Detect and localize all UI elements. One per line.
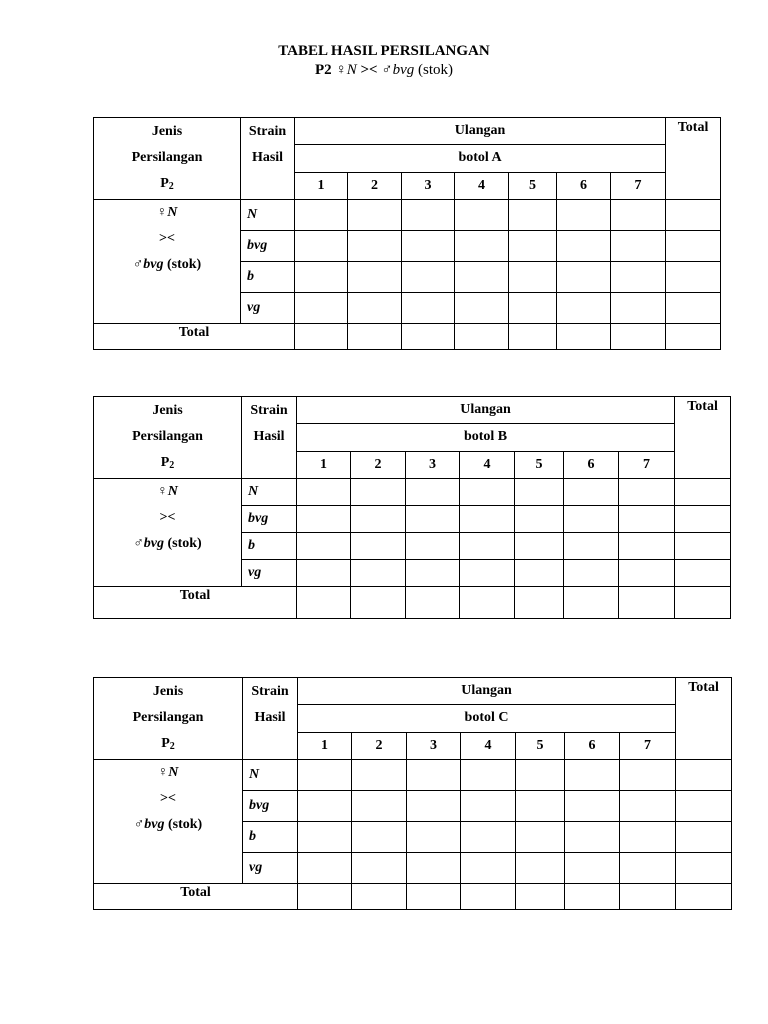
- data-cell[interactable]: [619, 506, 675, 533]
- data-cell[interactable]: [298, 760, 352, 791]
- replicate-number: 7: [611, 172, 666, 199]
- strain-cell: N: [243, 760, 298, 791]
- total-cell[interactable]: [676, 791, 732, 822]
- total-cell[interactable]: [676, 760, 732, 791]
- total-row-label: Total: [94, 884, 298, 910]
- data-cell[interactable]: [455, 200, 509, 231]
- jenis-label: Jenis: [151, 124, 183, 139]
- strain-cell: N: [241, 200, 295, 231]
- data-cell[interactable]: [402, 231, 455, 262]
- replicate-number: 2: [348, 172, 402, 199]
- strain-cell: N: [242, 479, 297, 506]
- strain-label: Strain: [250, 403, 288, 418]
- replicate-number: 5: [516, 732, 565, 759]
- data-cell[interactable]: [564, 533, 619, 560]
- replicate-number: 3: [406, 451, 460, 478]
- total-row-label: Total: [94, 587, 297, 619]
- data-cell[interactable]: [515, 587, 564, 619]
- data-cell[interactable]: [351, 587, 406, 619]
- strain-cell: b: [243, 822, 298, 853]
- data-cell[interactable]: [565, 884, 620, 910]
- data-cell[interactable]: [516, 853, 565, 884]
- cross-symbol: ><: [160, 791, 176, 806]
- total-cell[interactable]: [676, 853, 732, 884]
- data-cell[interactable]: [565, 760, 620, 791]
- data-cell[interactable]: [406, 560, 460, 587]
- data-cell[interactable]: [611, 324, 666, 350]
- strain-cell: bvg: [241, 231, 295, 262]
- data-cell[interactable]: [298, 822, 352, 853]
- data-cell[interactable]: [565, 822, 620, 853]
- data-cell[interactable]: [620, 822, 676, 853]
- data-cell[interactable]: [460, 587, 515, 619]
- persilangan-label: Persilangan: [132, 710, 204, 725]
- strain-hasil-header: [242, 397, 297, 479]
- data-cell[interactable]: [611, 200, 666, 231]
- cross-female: ♀N: [157, 484, 178, 499]
- replicate-number: 6: [564, 451, 619, 478]
- data-cell[interactable]: [515, 506, 564, 533]
- cross-description: [94, 760, 243, 884]
- data-cell[interactable]: [619, 587, 675, 619]
- jenis-label: Jenis: [152, 684, 184, 699]
- data-cell[interactable]: [460, 479, 515, 506]
- data-cell[interactable]: [461, 853, 516, 884]
- data-cell[interactable]: [297, 479, 351, 506]
- document-header: [0, 42, 768, 79]
- total-column-header: Total: [676, 678, 732, 760]
- data-cell[interactable]: [295, 324, 348, 350]
- replicate-number: 3: [407, 732, 461, 759]
- data-cell[interactable]: [295, 262, 348, 293]
- cross-male: ♂bvg: [132, 257, 164, 272]
- replicate-number: 2: [351, 451, 406, 478]
- hasil-label: Hasil: [253, 429, 285, 444]
- replicate-number: 4: [455, 172, 509, 199]
- data-cell[interactable]: [564, 479, 619, 506]
- strain-label: Strain: [248, 124, 287, 139]
- subtitle-stok: (stok): [417, 62, 453, 78]
- cross-female: ♀N: [157, 765, 179, 780]
- data-cell[interactable]: [611, 231, 666, 262]
- data-cell[interactable]: [557, 200, 611, 231]
- replicate-number: 4: [460, 451, 515, 478]
- data-cell[interactable]: [406, 506, 460, 533]
- cross-male: ♂bvg: [133, 817, 165, 832]
- data-cell[interactable]: [406, 587, 460, 619]
- persilangan-label: Persilangan: [131, 150, 203, 165]
- data-cell[interactable]: [565, 791, 620, 822]
- strain-cell: b: [242, 533, 297, 560]
- data-cell[interactable]: [619, 533, 675, 560]
- subtitle-generation: P2: [315, 62, 332, 78]
- data-cell[interactable]: [460, 506, 515, 533]
- data-cell[interactable]: [557, 324, 611, 350]
- data-cell[interactable]: [611, 293, 666, 324]
- data-cell[interactable]: [509, 324, 557, 350]
- data-cell[interactable]: [295, 200, 348, 231]
- cross-description: [94, 479, 242, 587]
- persilangan-label: Persilangan: [132, 429, 203, 444]
- cross-symbol: ><: [159, 510, 176, 525]
- data-cell[interactable]: [297, 587, 351, 619]
- data-cell[interactable]: [461, 884, 516, 910]
- data-cell[interactable]: [509, 293, 557, 324]
- data-cell[interactable]: [406, 479, 460, 506]
- replicate-number: 1: [295, 172, 348, 199]
- data-cell[interactable]: [352, 884, 407, 910]
- data-cell[interactable]: [611, 262, 666, 293]
- strain-cell: vg: [242, 560, 297, 587]
- data-cell[interactable]: [352, 853, 407, 884]
- data-cell[interactable]: [348, 200, 402, 231]
- data-cell[interactable]: [564, 587, 619, 619]
- total-cell[interactable]: [666, 262, 721, 293]
- data-cell[interactable]: [557, 262, 611, 293]
- data-cell[interactable]: [407, 760, 461, 791]
- hasil-label: Hasil: [251, 150, 284, 165]
- data-cell[interactable]: [455, 231, 509, 262]
- strain-label: Strain: [251, 684, 289, 699]
- ulangan-header: Ulangan: [298, 678, 676, 705]
- cross-description: [94, 200, 241, 324]
- cross-stok: (stok): [167, 536, 202, 551]
- data-cell[interactable]: [461, 760, 516, 791]
- result-table-botol-a: [93, 117, 721, 350]
- total-cell[interactable]: [675, 479, 731, 506]
- document-title: TABEL HASIL PERSILANGAN: [278, 43, 490, 59]
- replicate-number: 7: [620, 732, 676, 759]
- replicate-number: 1: [298, 732, 352, 759]
- botol-label: botol C: [298, 705, 676, 732]
- data-cell[interactable]: [407, 822, 461, 853]
- data-cell[interactable]: [620, 853, 676, 884]
- data-cell[interactable]: [509, 262, 557, 293]
- cross-female: ♀N: [156, 205, 178, 220]
- data-cell[interactable]: [619, 479, 675, 506]
- data-cell[interactable]: [455, 324, 509, 350]
- replicate-number: 3: [402, 172, 455, 199]
- document-subtitle: [0, 61, 768, 79]
- data-cell[interactable]: [461, 822, 516, 853]
- jenis-persilangan-header: [94, 678, 243, 760]
- data-cell[interactable]: [455, 262, 509, 293]
- data-cell[interactable]: [351, 506, 406, 533]
- subtitle-female: ♀N: [335, 62, 357, 78]
- data-cell[interactable]: [509, 231, 557, 262]
- total-cell[interactable]: [666, 231, 721, 262]
- data-cell[interactable]: [516, 822, 565, 853]
- data-cell[interactable]: [516, 791, 565, 822]
- data-cell[interactable]: [407, 791, 461, 822]
- data-cell[interactable]: [298, 791, 352, 822]
- data-cell[interactable]: [564, 506, 619, 533]
- data-cell[interactable]: [352, 822, 407, 853]
- data-cell[interactable]: [455, 293, 509, 324]
- jenis-label: Jenis: [152, 403, 183, 418]
- total-cell[interactable]: [676, 884, 732, 910]
- data-cell[interactable]: [557, 231, 611, 262]
- total-column-header: Total: [675, 397, 731, 479]
- data-cell[interactable]: [407, 853, 461, 884]
- strain-cell: vg: [243, 853, 298, 884]
- data-cell[interactable]: [620, 791, 676, 822]
- data-cell[interactable]: [348, 262, 402, 293]
- data-cell[interactable]: [352, 760, 407, 791]
- replicate-number: 6: [565, 732, 620, 759]
- data-cell[interactable]: [565, 853, 620, 884]
- hasil-label: Hasil: [254, 710, 286, 725]
- strain-hasil-header: [243, 678, 298, 760]
- p2-label: $P_2$: [160, 176, 174, 192]
- data-cell[interactable]: [515, 479, 564, 506]
- replicate-number: 5: [509, 172, 557, 199]
- data-cell[interactable]: [620, 760, 676, 791]
- data-cell[interactable]: [516, 760, 565, 791]
- replicate-number: 1: [297, 451, 351, 478]
- data-cell[interactable]: [407, 884, 461, 910]
- data-cell[interactable]: [460, 533, 515, 560]
- data-cell[interactable]: [402, 324, 455, 350]
- data-cell[interactable]: [295, 231, 348, 262]
- total-row-label: Total: [94, 324, 295, 350]
- data-cell[interactable]: [461, 791, 516, 822]
- subtitle-cross: ><: [360, 62, 378, 78]
- result-table-botol-b: [93, 396, 731, 619]
- data-cell[interactable]: [348, 324, 402, 350]
- data-cell[interactable]: [351, 533, 406, 560]
- data-cell[interactable]: [298, 853, 352, 884]
- data-cell[interactable]: [298, 884, 352, 910]
- result-table-botol-c: [93, 677, 732, 910]
- data-cell[interactable]: [557, 293, 611, 324]
- total-cell[interactable]: [666, 324, 721, 350]
- data-cell[interactable]: [295, 293, 348, 324]
- cross-stok: (stok): [166, 257, 202, 272]
- cross-symbol: ><: [159, 231, 175, 246]
- data-cell[interactable]: [402, 293, 455, 324]
- data-cell[interactable]: [297, 533, 351, 560]
- botol-label: botol B: [297, 424, 675, 451]
- jenis-persilangan-header: [94, 397, 242, 479]
- data-cell[interactable]: [564, 560, 619, 587]
- data-cell[interactable]: [297, 506, 351, 533]
- cross-male: ♂bvg: [133, 536, 164, 551]
- data-cell[interactable]: [515, 533, 564, 560]
- data-cell[interactable]: [515, 560, 564, 587]
- data-cell[interactable]: [351, 560, 406, 587]
- data-cell[interactable]: [406, 533, 460, 560]
- data-cell[interactable]: [348, 231, 402, 262]
- data-cell[interactable]: [460, 560, 515, 587]
- total-cell[interactable]: [675, 506, 731, 533]
- data-cell[interactable]: [620, 884, 676, 910]
- strain-cell: vg: [241, 293, 295, 324]
- data-cell[interactable]: [297, 560, 351, 587]
- replicate-number: 4: [461, 732, 516, 759]
- data-cell[interactable]: [348, 293, 402, 324]
- total-cell[interactable]: [666, 293, 721, 324]
- cross-stok: (stok): [167, 817, 203, 832]
- total-cell[interactable]: [675, 560, 731, 587]
- data-cell[interactable]: [352, 791, 407, 822]
- replicate-number: 6: [557, 172, 611, 199]
- strain-cell: bvg: [242, 506, 297, 533]
- data-cell[interactable]: [516, 884, 565, 910]
- jenis-persilangan-header: [94, 118, 241, 200]
- total-column-header: Total: [666, 118, 721, 200]
- replicate-number: 7: [619, 451, 675, 478]
- subtitle-male: ♂bvg: [381, 62, 415, 78]
- replicate-number: 2: [352, 732, 407, 759]
- strain-hasil-header: [241, 118, 295, 200]
- botol-label: botol A: [295, 145, 666, 172]
- data-cell[interactable]: [509, 200, 557, 231]
- data-cell[interactable]: [402, 200, 455, 231]
- data-cell[interactable]: [351, 479, 406, 506]
- total-cell[interactable]: [675, 533, 731, 560]
- ulangan-header: Ulangan: [295, 118, 666, 145]
- strain-cell: b: [241, 262, 295, 293]
- p2-label: $P_2$: [160, 455, 175, 471]
- data-cell[interactable]: [619, 560, 675, 587]
- total-cell[interactable]: [666, 200, 721, 231]
- data-cell[interactable]: [402, 262, 455, 293]
- p2-label: $P_2$: [161, 736, 175, 752]
- replicate-number: 5: [515, 451, 564, 478]
- strain-cell: bvg: [243, 791, 298, 822]
- total-cell[interactable]: [676, 822, 732, 853]
- total-cell[interactable]: [675, 587, 731, 619]
- ulangan-header: Ulangan: [297, 397, 675, 424]
